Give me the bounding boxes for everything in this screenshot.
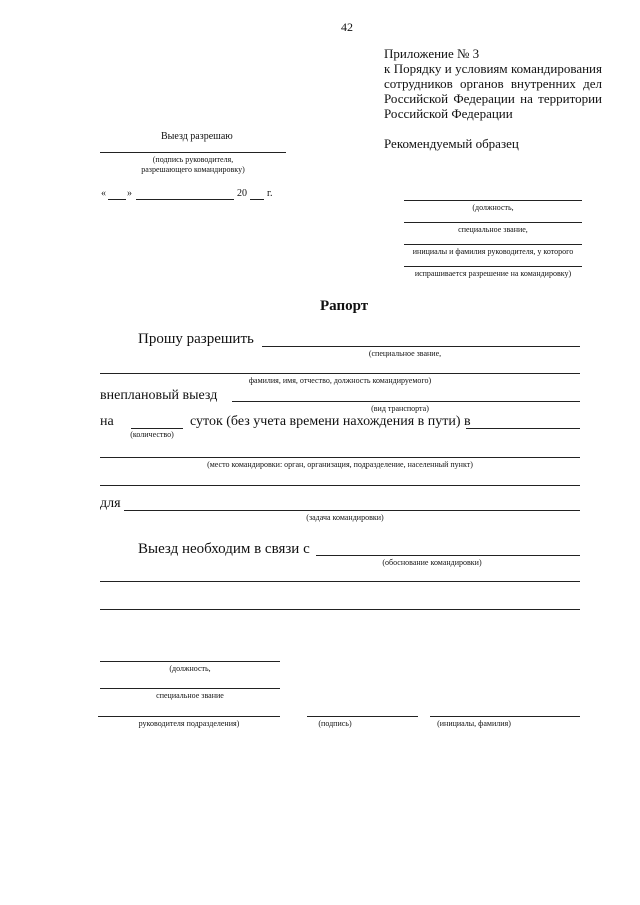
- annex-line-2: сотрудников органов внутренних дел: [384, 76, 602, 91]
- date-year-line[interactable]: [250, 199, 264, 200]
- addressee-caption-2: специальное звание,: [458, 225, 528, 234]
- annex-line-1: к Порядку и условиям командирования: [384, 61, 602, 76]
- approval-text: Выезд разрешаю: [161, 131, 233, 142]
- days-text: суток (без учета времени нахождения в пути) в: [190, 414, 471, 429]
- days-line[interactable]: [131, 428, 183, 429]
- date-month-line[interactable]: [136, 199, 234, 200]
- destination-line[interactable]: [466, 428, 580, 429]
- signer-position-line[interactable]: [100, 661, 280, 662]
- unplanned-text: внеплановый выезд: [100, 388, 218, 403]
- annex-title: Приложение № 3: [384, 46, 480, 61]
- signer-head-caption: руководителя подразделения): [138, 719, 240, 728]
- place-line-2[interactable]: [100, 485, 580, 486]
- quantity-caption: (количество): [130, 430, 174, 439]
- date-year-suffix: г.: [267, 188, 273, 199]
- transport-line[interactable]: [232, 401, 580, 402]
- addressee-line-3[interactable]: [404, 244, 582, 245]
- reason-line[interactable]: [316, 555, 580, 556]
- page-number: 42: [341, 20, 353, 34]
- addressee-caption-1: (должность,: [472, 203, 514, 212]
- initials-caption: (инициалы, фамилия): [437, 719, 511, 728]
- annex-line-4: Российской Федерации: [384, 106, 513, 121]
- signer-head-line[interactable]: [98, 716, 280, 717]
- reason-line-2[interactable]: [100, 581, 580, 582]
- signature-line[interactable]: [307, 716, 418, 717]
- approval-signature-line[interactable]: [100, 152, 286, 153]
- task-line[interactable]: [124, 510, 580, 511]
- addressee-line-1[interactable]: [404, 200, 582, 201]
- date-year-prefix: 20: [237, 188, 247, 199]
- addressee-line-4[interactable]: [404, 266, 582, 267]
- signer-position-caption: (должность,: [169, 664, 211, 673]
- addressee-line-2[interactable]: [404, 222, 582, 223]
- annex-line-3: Российской Федерации на территории: [384, 91, 602, 106]
- on-text: на: [100, 414, 114, 429]
- date-day-line[interactable]: [108, 199, 126, 200]
- rank-caption: (специальное звание,: [368, 349, 442, 358]
- request-text: Прошу разрешить: [138, 331, 254, 347]
- reason-caption: (обоснование командировки): [382, 558, 482, 567]
- signer-rank-caption: специальное звание: [156, 691, 224, 700]
- signature-caption: (подпись): [318, 719, 352, 728]
- approval-caption-1: (подпись руководителя,: [152, 155, 234, 164]
- name-caption: фамилия, имя, отчество, должность командируемого): [248, 376, 432, 385]
- addressee-caption-4: испрашивается разрешение на командировку): [414, 269, 572, 278]
- place-line[interactable]: [100, 457, 580, 458]
- reason-line-3[interactable]: [100, 609, 580, 610]
- for-text: для: [100, 496, 121, 511]
- transport-caption: (вид транспорта): [371, 404, 429, 413]
- date-quote-open: «: [101, 188, 106, 199]
- place-caption: (место командировки: орган, организация, подразделение, населенный пункт): [207, 460, 473, 469]
- annex-block: [384, 46, 602, 121]
- rank-line[interactable]: [262, 346, 580, 347]
- necessity-text: Выезд необходим в связи с: [138, 541, 310, 557]
- approval-caption-2: разрешающего командировку): [141, 165, 245, 174]
- task-caption: (задача командировки): [306, 513, 384, 522]
- signer-rank-line[interactable]: [100, 688, 280, 689]
- date-quote-close: »: [127, 188, 132, 199]
- initials-line[interactable]: [430, 716, 580, 717]
- addressee-caption-3: инициалы и фамилия руководителя, у которого: [412, 247, 574, 256]
- recommended-sample: Рекомендуемый образец: [384, 136, 519, 151]
- name-line[interactable]: [100, 373, 580, 374]
- report-title: Рапорт: [320, 298, 369, 314]
